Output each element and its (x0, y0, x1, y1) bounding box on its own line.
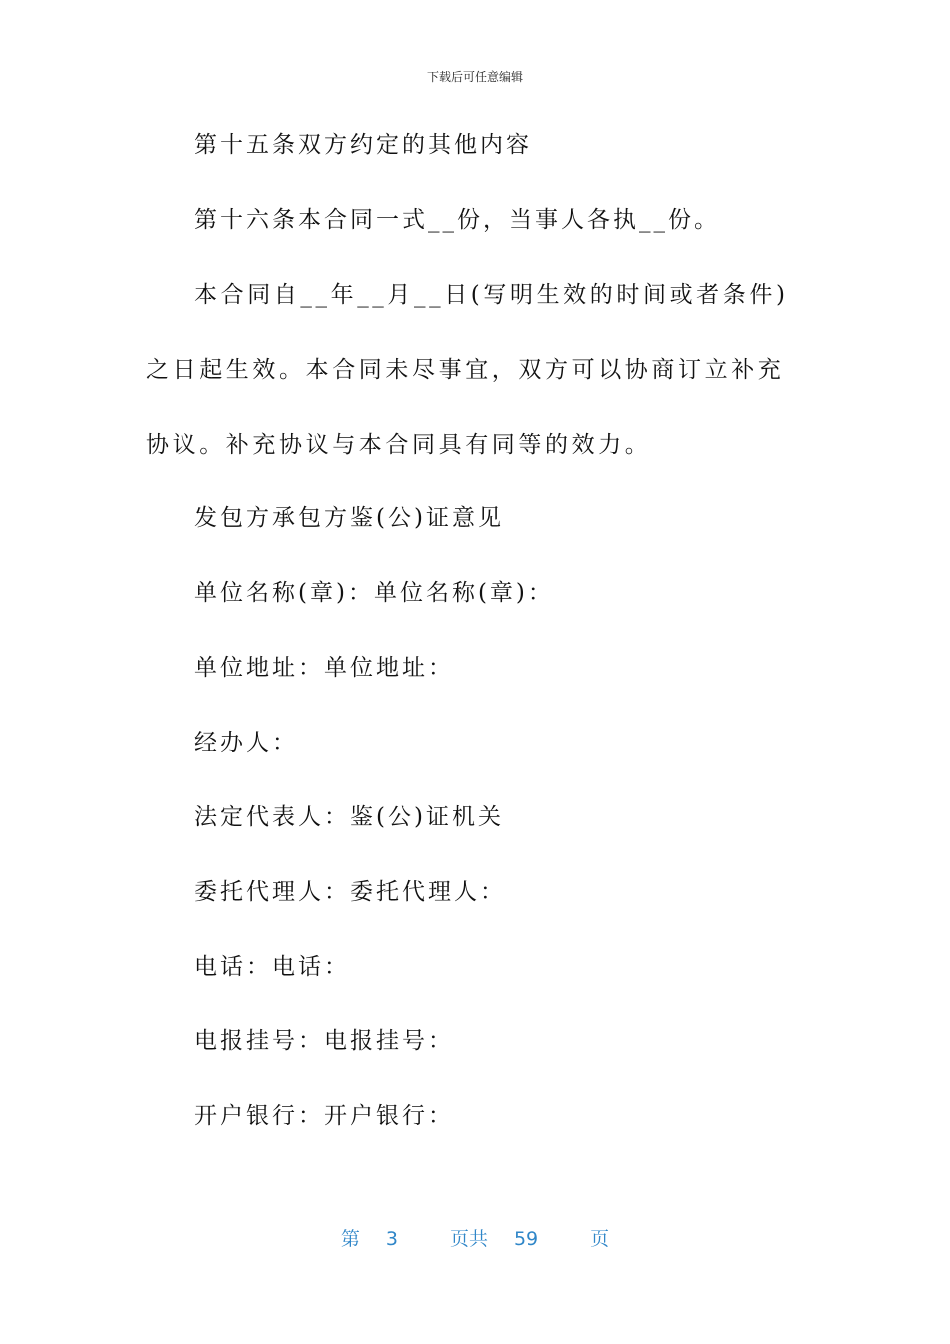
clause-16: 第十六条本合同一式__份，当事人各执__份。 (194, 207, 720, 233)
page-label-mid: 页共 (449, 1228, 488, 1250)
clause-15: 第十五条双方约定的其他内容 (194, 132, 532, 158)
unit-address-line: 单位地址：单位地址： (194, 655, 454, 681)
legal-rep-line: 法定代表人：鉴(公)证机关 (194, 804, 504, 830)
phone-line: 电话：电话： (194, 954, 350, 980)
bank-line: 开户银行：开户银行： (194, 1103, 454, 1129)
page-number-footer (0, 1224, 950, 1251)
handler-line: 经办人： (194, 730, 298, 756)
telegraph-line: 电报挂号：电报挂号： (194, 1028, 454, 1054)
signatory-heading: 发包方承包方鉴(公)证意见 (194, 505, 504, 531)
page-label-post: 页 (590, 1228, 610, 1250)
page-current: 3 (385, 1228, 398, 1250)
page-label-pre: 第 (340, 1228, 360, 1250)
page-total: 59 (513, 1228, 539, 1250)
agent-line: 委托代理人：委托代理人： (194, 879, 506, 905)
effective-clause: 本合同自__年__月__日(写明生效的时间或者条件)之日起生效。本合同未尽事宜，双方可以协商订立补充协议。补充协议与本合同具有同等的效力。 (146, 282, 789, 458)
unit-name-line: 单位名称(章)：单位名称(章)： (194, 580, 554, 606)
header-note: 下载后可任意编辑 (426, 70, 523, 84)
